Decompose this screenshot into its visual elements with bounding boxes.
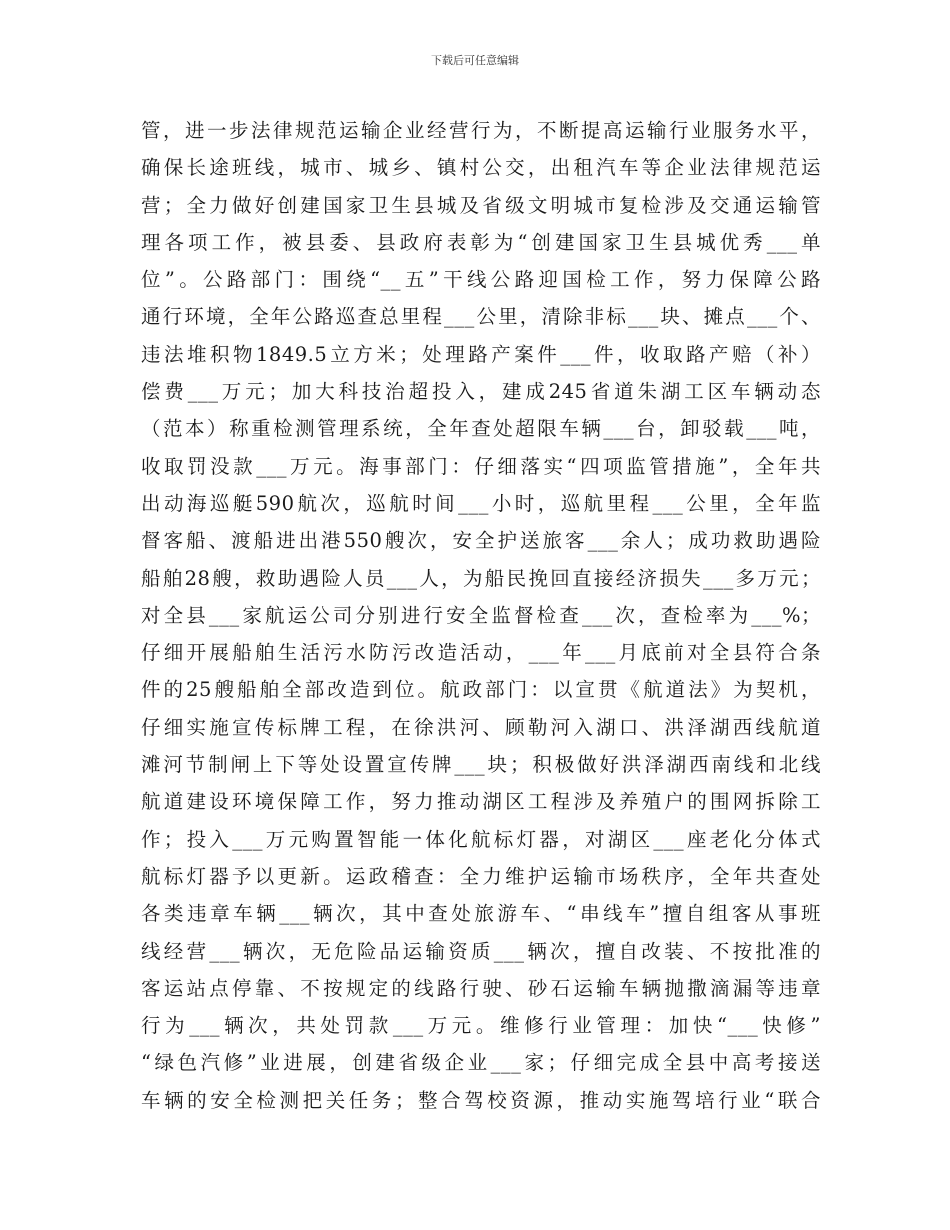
- text-line: 位”。公路部门：围绕“__五”干线公路迎国检工作，努力保障公路: [141, 268, 821, 292]
- text-line: 确保长途班线，城市、城乡、镇村公交，出租汽车等企业法律规范运: [141, 156, 821, 180]
- text-line: （范本）称重检测管理系统，全年查处超限车辆___台，卸驳载___吨，: [141, 417, 821, 441]
- text-line: 收取罚没款___万元。海事部门：仔细落实“四项监管措施”，全年共: [141, 454, 821, 478]
- text-line: 客运站点停靠、不按规定的线路行驶、砂石运输车辆抛撒滴漏等违章: [141, 976, 821, 1000]
- text-line: 管，进一步法律规范运输企业经营行为，不断提高运输行业服务水平，: [141, 119, 821, 142]
- text-line: 仔细开展船舶生活污水防污改造活动，___年___月底前对全县符合条: [141, 641, 821, 665]
- text-line: 出动海巡艇590航次，巡航时间___小时，巡航里程___公里，全年监: [141, 491, 821, 515]
- text-line: 理各项工作，被县委、县政府表彰为“创建国家卫生县城优秀___单: [141, 230, 821, 254]
- text-line: 通行环境，全年公路巡查总里程___公里，清除非标___块、摊点___个、: [141, 305, 821, 329]
- text-line: 对全县___家航运公司分别进行安全监督检查___次，查检率为___%；: [141, 603, 821, 627]
- text-line: 违法堆积物1849.5立方米；处理路产案件___件，收取路产赔（补）: [141, 342, 821, 366]
- text-line: 车辆的安全检测把关任务；整合驾校资源，推动实施驾培行业“联合: [141, 1088, 821, 1112]
- text-line: 船舶28艘，救助遇险人员___人，为船民挽回直接经济损失___多万元；: [141, 566, 821, 590]
- text-line: 仔细实施宣传标牌工程，在徐洪河、顾勒河入湖口、洪泽湖西线航道: [141, 715, 821, 739]
- text-line: 营；全力做好创建国家卫生县城及省级文明城市复检涉及交通运输管: [141, 193, 821, 217]
- text-line: 各类违章车辆___辆次，其中查处旅游车、“串线车”擅自组客从事班: [141, 902, 821, 926]
- text-line: 航标灯器予以更新。运政稽查：全力维护运输市场秩序，全年共查处: [141, 864, 821, 888]
- text-line: 件的25艘船舶全部改造到位。航政部门：以宣贯《航道法》为契机，: [141, 678, 821, 702]
- text-line: 滩河节制闸上下等处设置宣传牌___块；积极做好洪泽湖西南线和北线: [141, 753, 821, 777]
- text-line: “绿色汽修”业进展，创建省级企业___家；仔细完成全县中高考接送: [141, 1051, 821, 1075]
- text-line: 行为___辆次，共处罚款___万元。维修行业管理：加快“___快修”: [141, 1014, 821, 1038]
- text-line: 作；投入___万元购置智能一体化航标灯器，对湖区___座老化分体式: [141, 827, 821, 851]
- text-line: 督客船、渡船进出港550艘次，安全护送旅客___余人；成功救助遇险: [141, 529, 821, 553]
- page-header: 下载后可任意编辑: [431, 54, 519, 67]
- text-line: 航道建设环境保障工作，努力推动湖区工程涉及养殖户的围网拆除工: [141, 790, 821, 814]
- text-line: 偿费___万元；加大科技治超投入，建成245省道朱湖工区车辆动态: [141, 380, 821, 404]
- text-line: 线经营___辆次，无危险品运输资质___辆次，擅自改装、不按批准的: [141, 939, 821, 963]
- body-text: [141, 112, 821, 1119]
